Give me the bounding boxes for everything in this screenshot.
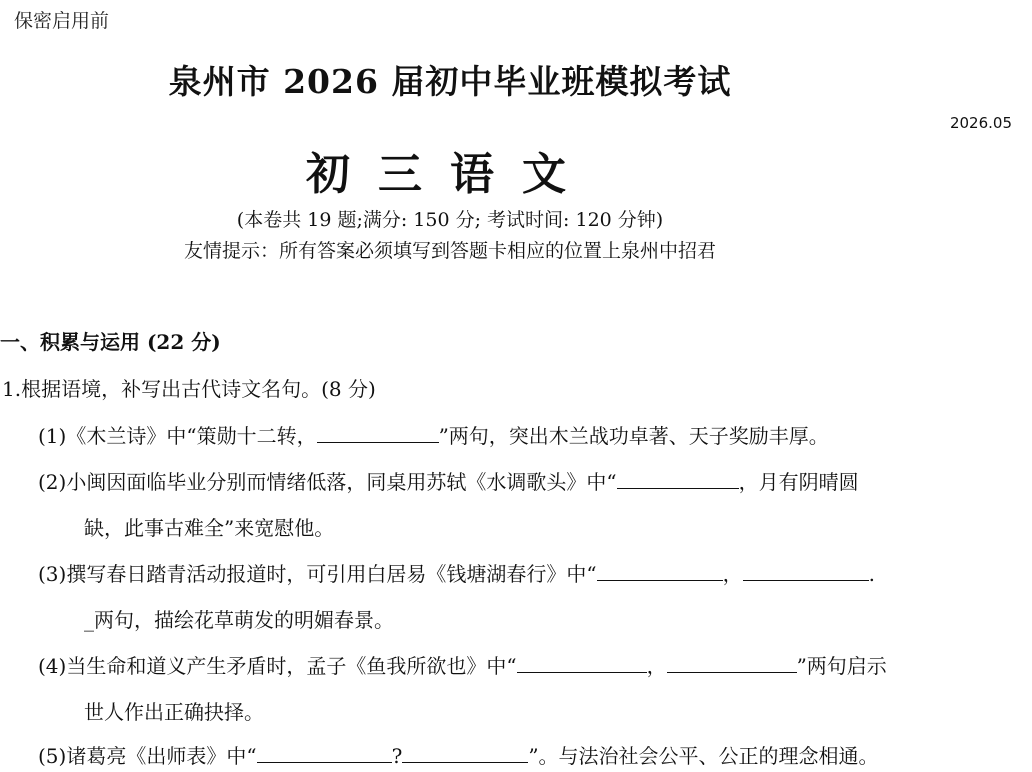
answer-blank[interactable]	[317, 441, 439, 443]
question-1-item-5	[38, 740, 879, 769]
section-heading: 一、积累与运用 (22 分)	[0, 330, 221, 354]
item-text-before: 小闽因面临毕业分别而情绪低落，同桌用苏轼《水调歌头》中“	[66, 470, 617, 494]
item-text-before: 《木兰诗》中“策勋十二转，	[66, 424, 317, 448]
answer-blank-2[interactable]	[667, 671, 797, 673]
item-number: (5)	[38, 744, 67, 768]
exam-info: (本卷共 19 题;满分: 150 分; 考试时间: 120 分钟)	[236, 209, 664, 231]
item-text-before: 撰写春日踏青活动报道时，可引用白居易《钱塘湖春行》中“	[66, 562, 597, 586]
item-text-after: ”两句启示	[796, 654, 887, 678]
item-text-middle: ，	[646, 654, 667, 678]
answer-blank-2[interactable]	[402, 761, 528, 763]
question-1-item-3-line-2: _两句，描绘花草萌发的明媚春景。	[84, 608, 394, 632]
item-text-middle: ，	[722, 562, 743, 586]
answer-blank-1[interactable]	[597, 579, 723, 581]
question-1-item-2-line-2: 缺，此事古难全”来宽慰他。	[84, 516, 335, 540]
subject-title: 初三语文	[306, 149, 594, 200]
item-number: (2)	[38, 470, 67, 494]
item-number: (3)	[38, 562, 67, 586]
answer-blank-1[interactable]	[257, 761, 392, 763]
item-number: (1)	[38, 424, 67, 448]
item-text-after: ，月有阴晴圆	[738, 470, 859, 494]
item-text-after: .	[868, 562, 875, 586]
question-1-item-1	[38, 420, 829, 449]
question-1-item-4-line-2: 世人作出正确抉择。	[84, 700, 264, 724]
exam-title: 泉州市 2026 届初中毕业班模拟考试	[168, 62, 732, 101]
answer-blank[interactable]	[617, 487, 739, 489]
friendly-tip: 友情提示：所有答案必须填写到答题卡相应的位置上泉州中招君	[183, 240, 716, 262]
question-1-item-4	[38, 650, 887, 679]
item-text-after: ”。与法治社会公平、公正的理念相通。	[528, 744, 879, 768]
answer-blank-2[interactable]	[743, 579, 869, 581]
exam-date: 2026.05	[949, 114, 1012, 132]
item-text-before: 当生命和道义产生矛盾时，孟子《鱼我所欲也》中“	[66, 654, 517, 678]
question-1-item-3	[38, 558, 875, 587]
item-text-middle: ?	[391, 744, 403, 768]
item-text-before: 诸葛亮《出师表》中“	[66, 744, 257, 768]
confidential-label: 保密启用前	[14, 10, 110, 32]
item-number: (4)	[38, 654, 67, 678]
question-1-item-2	[38, 466, 859, 495]
answer-blank-1[interactable]	[517, 671, 647, 673]
question-1-prompt: 1.根据语境，补写出古代诗文名句。(8 分)	[2, 377, 376, 401]
item-text-after: ”两句，突出木兰战功卓著、天子奖励丰厚。	[438, 424, 829, 448]
